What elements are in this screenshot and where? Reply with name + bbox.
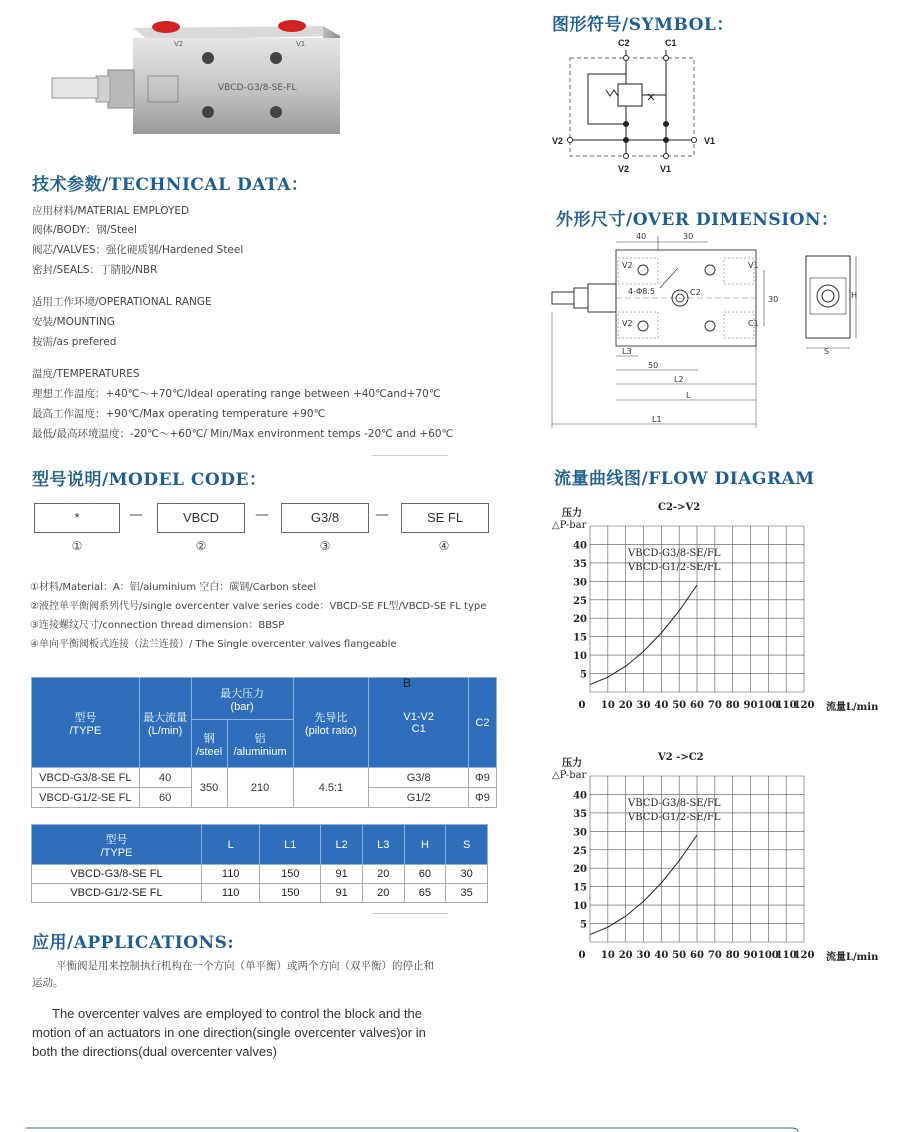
svg-text:H: H (851, 291, 858, 300)
svg-text:V2: V2 (618, 164, 630, 174)
applications-cn: 运动。 (32, 977, 64, 989)
legend-entry: VBCD-G1/2-SE/FL (628, 812, 721, 823)
applications-en: The overcenter valves are employed to control the block and the (52, 1006, 422, 1021)
svg-text:V2: V2 (552, 136, 564, 146)
legend-entry: VBCD-G3/8-SE/FL (628, 798, 721, 809)
svg-text:V1: V1 (296, 40, 306, 48)
tech-line: 阀体/BODY：钢/Steel (32, 224, 137, 236)
chart-subtitle: C2->V2 (658, 502, 701, 513)
tech-line: 密封/SEALS：丁腈胶/NBR (32, 264, 158, 276)
body-label-text: VBCD-G3/8-SE-FL (218, 83, 297, 93)
chart-ylabel-unit: △P-bar (552, 770, 587, 781)
flow-chart-c2-v2 (548, 496, 878, 714)
model-code-box-thread: G3/8 (281, 503, 369, 533)
table-row: VBCD-G1/2-SE FL 60 G1/2 Φ9 (32, 788, 497, 808)
divider (372, 455, 448, 456)
y-tick-label: 35 (573, 558, 587, 570)
x-tick-label: 120 (793, 950, 815, 961)
y-tick-label: 15 (573, 632, 587, 644)
x-tick-label: 90 (743, 950, 758, 961)
model-note: ②液控单平衡阀系列代号/single overcenter valve series code：VBCD-SE FL型/VBCD-SE FL type (30, 601, 487, 612)
y-tick-label: 40 (573, 790, 587, 802)
bottom-divider (26, 1124, 801, 1132)
chart-ylabel: 压力 (562, 508, 582, 519)
svg-text:L2: L2 (674, 375, 684, 384)
svg-text:C1: C1 (748, 319, 759, 328)
technical-title: 技术参数/TECHNICAL DATA： (32, 175, 309, 195)
table-row: VBCD-G3/8-SE FL 40 350 210 4.5:1 G3/8 Φ9 (32, 768, 497, 788)
symbol-title: 图形符号/SYMBOL： (552, 15, 734, 35)
model-note: ④单向平衡阀板式连接（法兰连接）/ The Single overcenter valves flangeable (30, 639, 397, 650)
x-tick-label: 100 (757, 950, 779, 961)
x-tick-label: 50 (672, 700, 687, 711)
legend-entry: VBCD-G3/8-SE/FL (628, 548, 721, 559)
svg-text:L3: L3 (622, 347, 632, 356)
x-tick-label: 0 (578, 950, 586, 961)
applications-title: 应用/APPLICATIONS: (32, 933, 235, 953)
chart-xlabel: 流量L/min (826, 952, 878, 963)
model-note: ③连接螺纹尺寸/connection thread dimension：BBSP (30, 620, 285, 631)
svg-text:V2: V2 (174, 40, 184, 48)
x-tick-label: 100 (757, 700, 779, 711)
x-tick-label: 80 (725, 700, 740, 711)
chart-xlabel: 流量L/min (826, 702, 878, 713)
svg-text:C1: C1 (665, 38, 677, 48)
model-code-dash: — (375, 507, 389, 523)
y-tick-label: 10 (573, 901, 587, 913)
svg-text:C2: C2 (618, 38, 630, 48)
svg-text:C2: C2 (690, 288, 701, 297)
temp-line: 理想工作温度：+40℃～+70℃/Ideal operating range between +40℃and+70℃ (32, 388, 441, 400)
svg-text:50: 50 (648, 361, 659, 370)
svg-text:L: L (686, 391, 691, 400)
x-tick-label: 80 (725, 950, 740, 961)
y-tick-label: 30 (573, 577, 587, 589)
product-photo (48, 16, 348, 138)
legend-entry: VBCD-G1/2-SE/FL (628, 562, 721, 573)
x-tick-label: 40 (654, 950, 669, 961)
svg-text:V1: V1 (660, 164, 672, 174)
x-tick-label: 70 (707, 700, 722, 711)
x-tick-label: 90 (743, 700, 758, 711)
model-code-num: ④ (438, 539, 450, 553)
svg-text:L1: L1 (652, 415, 662, 424)
model-note: ①材料/Material：A：铝/aluminium 空白：碳钢/Carbon steel (30, 582, 317, 593)
dimension-table: 型号 /TYPE L L1 L2 L3 H S VBCD-G3/8-SE FL 110 150 91 20 60 30 VBCD-G1/2-SE FL 110 150 91 20 65 35 (31, 824, 488, 903)
y-tick-label: 10 (573, 651, 587, 663)
dimension-drawing (548, 228, 863, 430)
dimension-title: 外形尺寸/OVER DIMENSION： (556, 210, 839, 230)
x-tick-label: 70 (707, 950, 722, 961)
y-tick-label: 35 (573, 808, 587, 820)
flow-chart-v2-c2 (548, 746, 878, 964)
y-tick-label: 30 (573, 827, 587, 839)
y-tick-label: 25 (573, 595, 587, 607)
y-tick-label: 25 (573, 845, 587, 857)
hydraulic-symbol (548, 34, 718, 176)
model-code-num: ② (195, 539, 207, 553)
tech-line: 应用材料/MATERIAL EMPLOYED (32, 205, 190, 217)
y-tick-label: 20 (573, 864, 587, 876)
b-mark: B (403, 676, 412, 690)
temp-line: 温度/TEMPERATURES (32, 368, 140, 380)
y-tick-label: 15 (573, 882, 587, 894)
spec-table: 型号 /TYPE 最大流量 (L/min) 最大压力 (bar) 先导比 (pilot ratio) V1-V2 C1 C2 钢 /steel 铝 /aluminium VBCD-G3/8-SE FL 40 350 210 4.5:1 G3/8 Φ9 VBCD-G1/2-SE FL 60 G1/2 Φ9 (31, 677, 497, 808)
temp-line: 最低/最高环境温度：-20℃～+60℃/ Min/Max environment temps -20℃ and +60℃ (32, 428, 454, 440)
svg-text:30: 30 (683, 232, 694, 241)
flow-title: 流量曲线图/FLOW DIAGRAM (554, 469, 815, 489)
svg-text:V2: V2 (622, 261, 633, 270)
table-row: VBCD-G1/2-SE FL 110 150 91 20 65 35 (32, 884, 488, 903)
model-code-box-series: VBCD (157, 503, 245, 533)
svg-text:30: 30 (768, 295, 779, 304)
x-tick-label: 110 (775, 950, 797, 961)
table-row: VBCD-G3/8-SE FL 110 150 91 20 60 30 (32, 865, 488, 884)
y-tick-label: 40 (573, 540, 587, 552)
svg-text:V1: V1 (704, 136, 716, 146)
model-code-dash: — (129, 507, 143, 523)
temp-line: 最高工作温度：+90℃/Max operating temperature +90℃ (32, 408, 326, 420)
x-tick-label: 30 (636, 950, 651, 961)
svg-text:V2: V2 (622, 319, 633, 328)
x-tick-label: 110 (775, 700, 797, 711)
applications-en: both the directions(dual overcenter valves) (32, 1044, 277, 1059)
model-code-dash: — (255, 507, 269, 523)
chart-ylabel-unit: △P-bar (552, 520, 587, 531)
x-tick-label: 120 (793, 700, 815, 711)
range-line: 安装/MOUNTING (32, 316, 115, 328)
model-code-num: ③ (319, 539, 331, 553)
x-tick-label: 60 (690, 950, 704, 961)
svg-text:40: 40 (636, 232, 647, 241)
x-tick-label: 10 (600, 950, 615, 961)
divider (372, 913, 448, 914)
model-code-num: ① (71, 539, 83, 553)
x-tick-label: 40 (654, 700, 669, 711)
x-tick-label: 0 (578, 700, 586, 711)
x-tick-label: 50 (672, 950, 687, 961)
x-tick-label: 10 (600, 700, 615, 711)
x-tick-label: 20 (618, 700, 633, 711)
model-code-box-flange: SE FL (401, 503, 489, 533)
svg-text:S: S (824, 347, 830, 356)
tech-line: 阀芯/VALVES：强化硬质钢/Hardened Steel (32, 244, 244, 256)
range-line: 按需/as prefered (32, 336, 117, 348)
chart-subtitle: V2 ->C2 (658, 752, 704, 763)
svg-text:V1: V1 (748, 261, 759, 270)
y-tick-label: 5 (580, 919, 587, 931)
applications-en: motion of an actuators in one direction(single overcenter valves)or in (32, 1025, 426, 1040)
model-code-title: 型号说明/MODEL CODE： (32, 470, 267, 490)
x-tick-label: 20 (618, 950, 633, 961)
x-tick-label: 60 (690, 700, 704, 711)
y-tick-label: 20 (573, 614, 587, 626)
model-code-box-material: * (34, 503, 120, 533)
range-line: 适用工作环境/OPERATIONAL RANGE (32, 296, 212, 308)
x-tick-label: 30 (636, 700, 651, 711)
y-tick-label: 5 (580, 669, 587, 681)
chart-ylabel: 压力 (562, 758, 582, 769)
applications-cn: 平衡阀是用来控制执行机构在一个方向（单平衡）或两个方向（双平衡）的停止和 (56, 960, 434, 972)
svg-text:4-Φ8.5: 4-Φ8.5 (628, 287, 655, 296)
